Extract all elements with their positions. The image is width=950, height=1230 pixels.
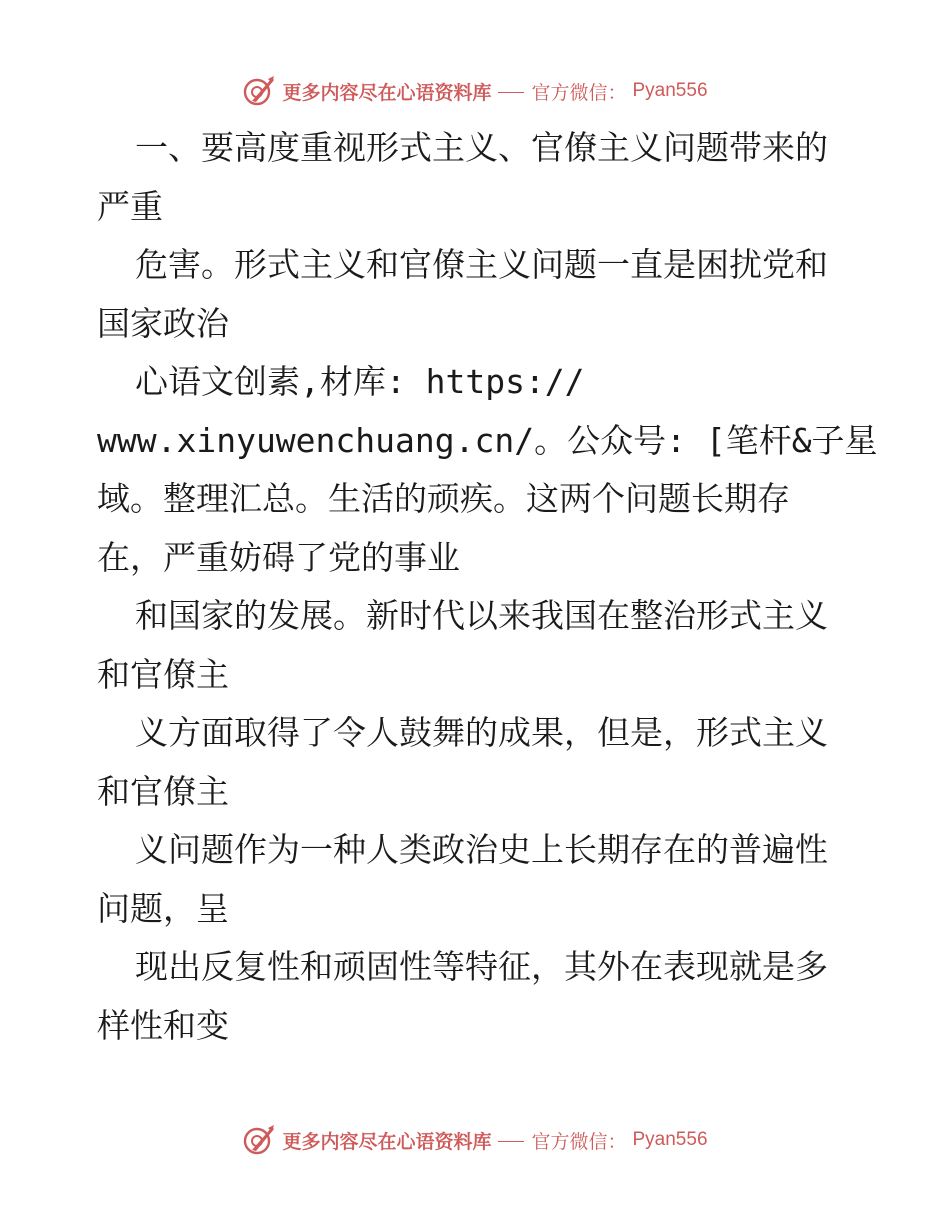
text-line: 和官僚主 [97, 771, 229, 811]
quill-pen-logo-icon [242, 1123, 276, 1157]
wechat-label: 官方微信： [531, 81, 627, 104]
banner-divider [498, 92, 524, 93]
text-line: 国家政治 [97, 303, 229, 343]
text-line: 义方面取得了令人鼓舞的成果，但是，形式主义 [135, 713, 828, 752]
text-line: 问题，呈 [97, 888, 229, 928]
text-line: 危害。形式主义和官僚主义问题一直是困扰党和 [135, 245, 828, 284]
text-line: 在，严重妨碍了党的事业 [97, 537, 460, 577]
banner-slogan: 更多内容尽在心语资料库 [282, 81, 492, 104]
footer-banner [0, 1120, 950, 1160]
banner-divider [498, 1141, 524, 1142]
quill-pen-logo-icon [242, 74, 276, 108]
text-line: 和国家的发展。新时代以来我国在整治形式主义 [135, 596, 828, 635]
text-line: 现出反复性和顽固性等特征，其外在表现就是多 [135, 947, 828, 986]
wechat-id: Pyan556 [632, 80, 708, 101]
text-line: 一、要高度重视形式主义、官僚主义问题带来的 [135, 128, 828, 167]
text-line: www.xinyuwenchuang.cn/。公众号: [笔杆&子星 [97, 420, 878, 460]
text-line: 和官僚主 [97, 654, 229, 694]
text-line: 样性和变 [97, 1005, 229, 1045]
text-line: 域。整理汇总。生活的顽疾。这两个问题长期存 [97, 479, 790, 518]
document-body [97, 119, 878, 1055]
header-banner [0, 71, 950, 111]
wechat-label: 官方微信： [531, 1130, 627, 1153]
text-line: 心语文创素,材库: https:// [135, 362, 585, 401]
text-line: 严重 [97, 186, 163, 226]
banner-slogan: 更多内容尽在心语资料库 [282, 1130, 492, 1153]
text-line: 义问题作为一种人类政治史上长期存在的普遍性 [135, 830, 828, 869]
wechat-id: Pyan556 [632, 1129, 708, 1150]
